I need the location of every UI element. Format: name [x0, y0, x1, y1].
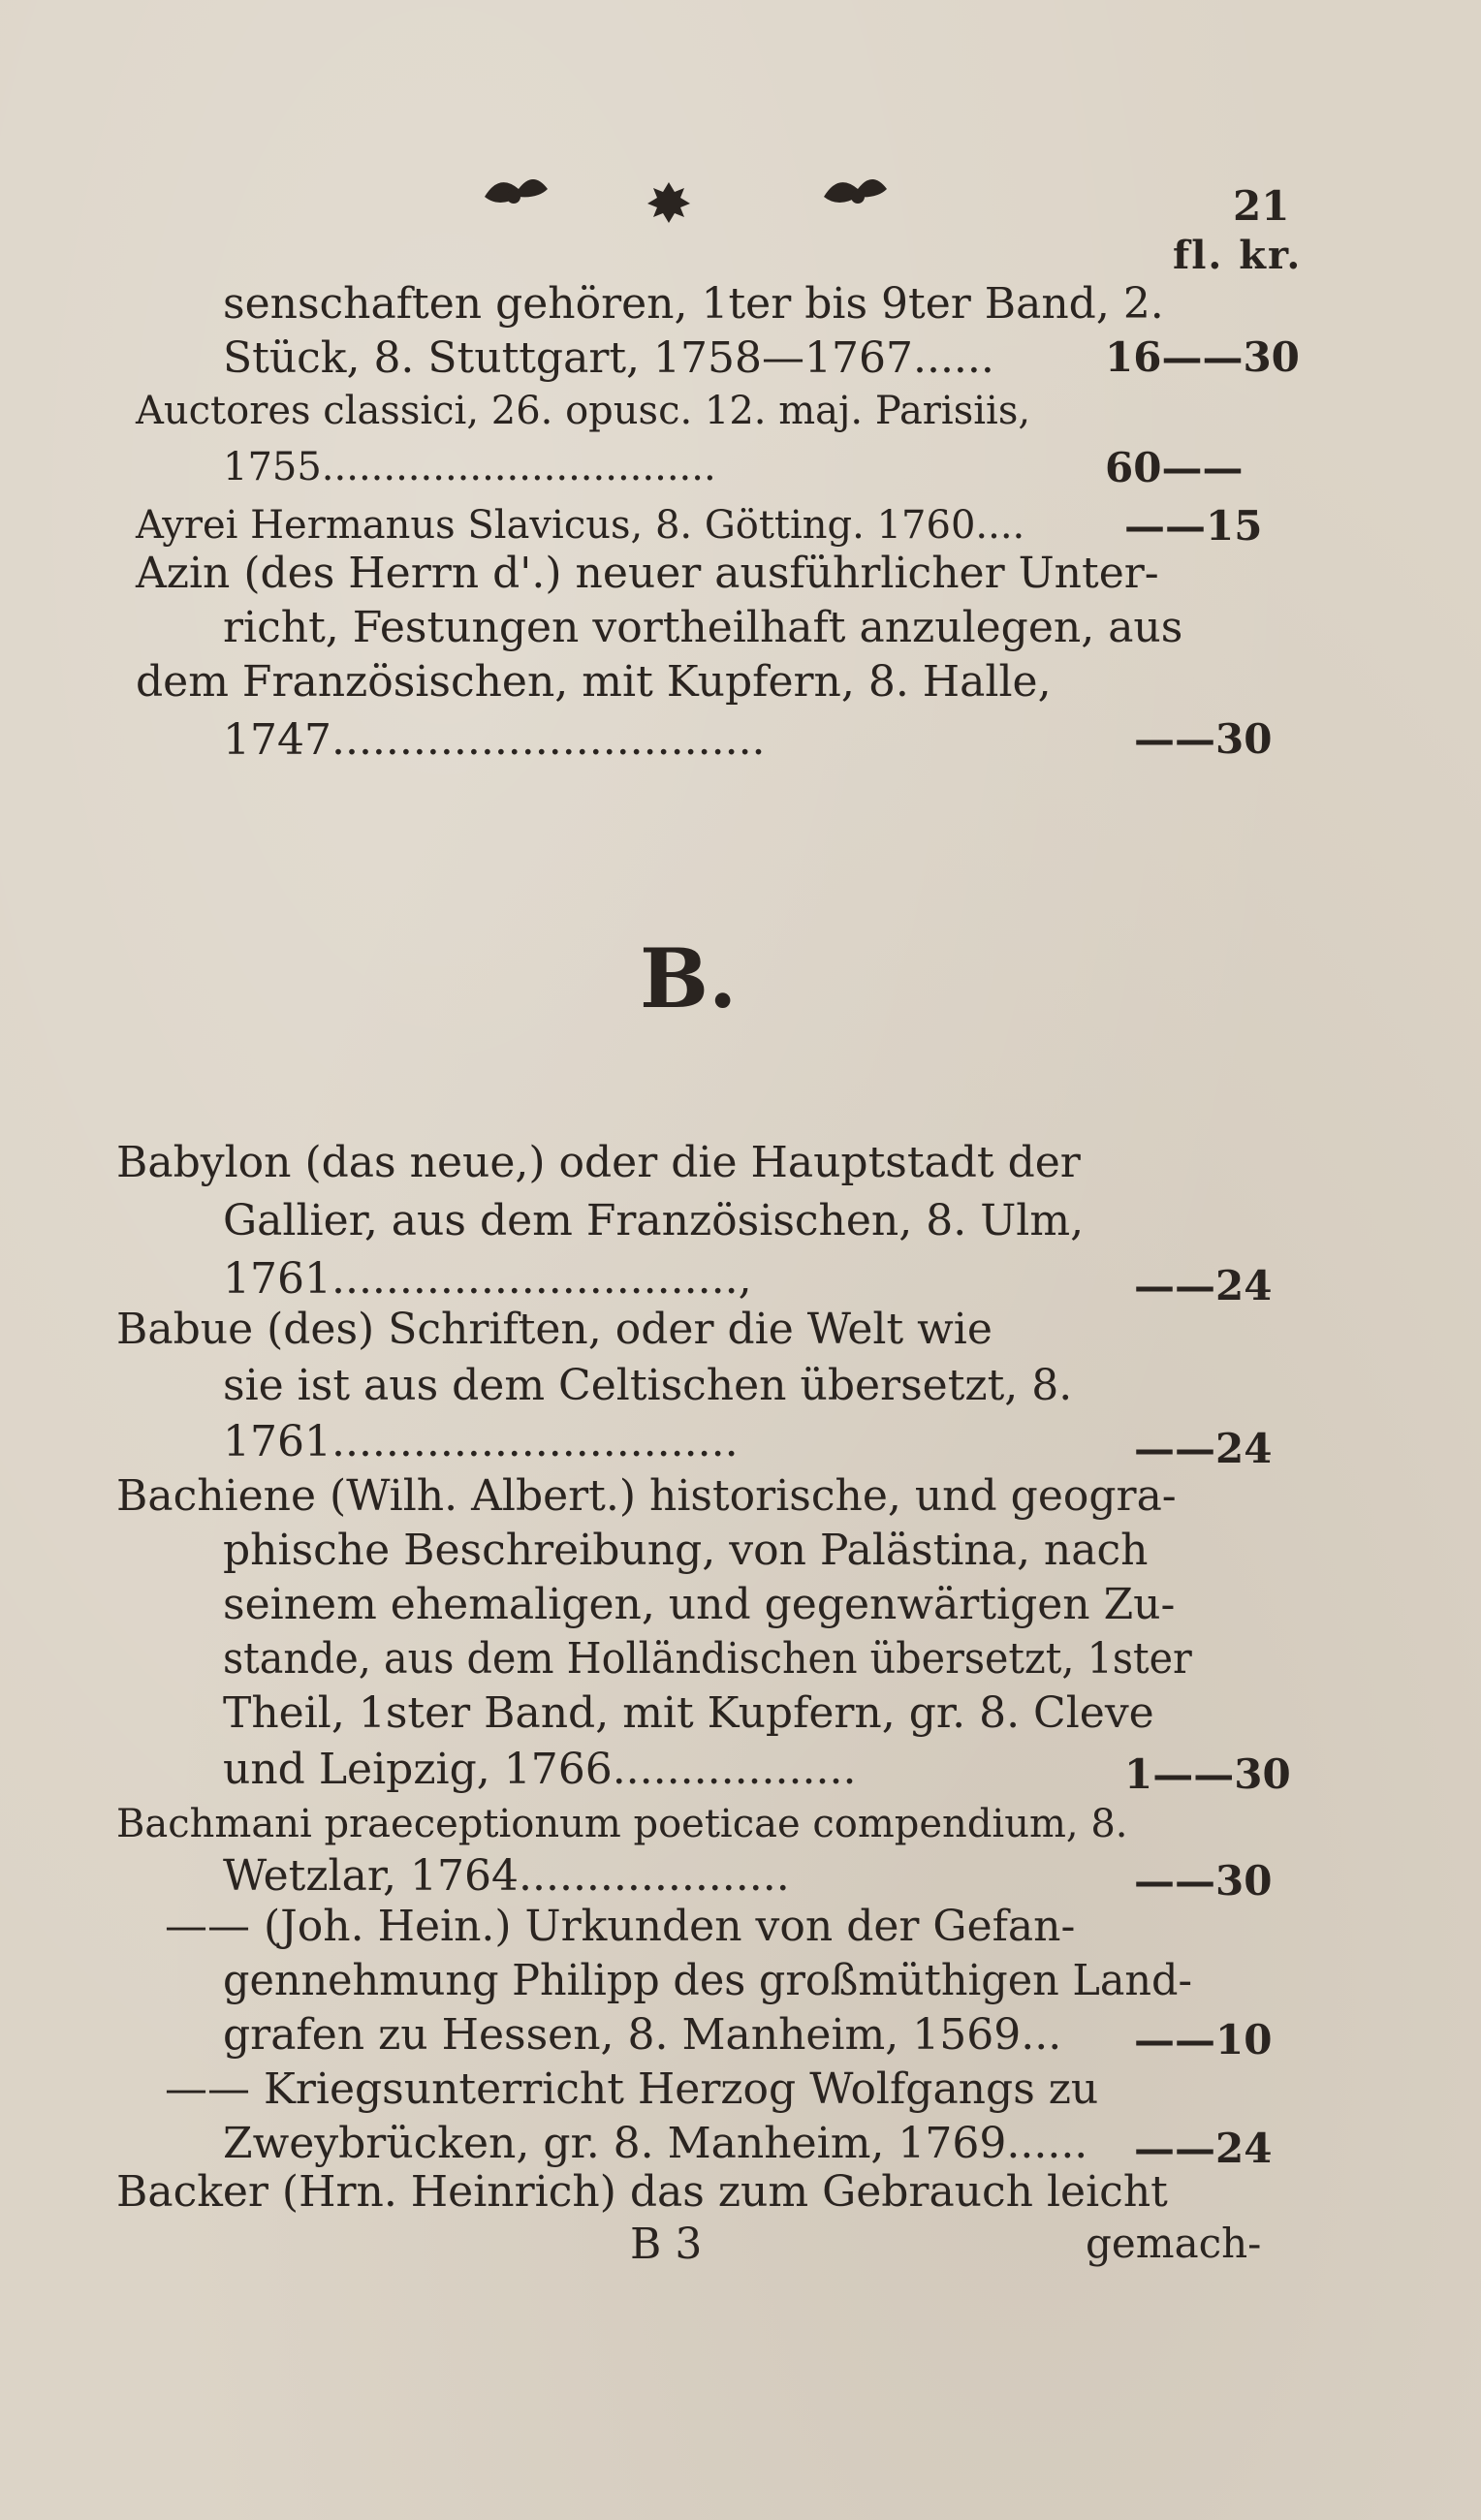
- entry-line: Backer (Hrn. Heinrich) das zum Gebrauch leicht: [116, 2167, 1168, 2217]
- entry-line: Ayrei Hermanus Slavicus, 8. Götting. 1760....: [136, 503, 1025, 548]
- entry-line: Azin (des Herrn d'.) neuer ausführlicher Unter-: [136, 549, 1159, 598]
- entry-line: 1747................................: [223, 715, 766, 765]
- entry-line: 1761..............................: [223, 1417, 739, 1466]
- entry-line: gennehmung Philipp des großmüthigen Land-: [223, 1956, 1193, 2005]
- entry-price: ——24: [1134, 1425, 1273, 1472]
- entry-line: Stück, 8. Stuttgart, 1758—1767......: [223, 333, 994, 383]
- catchword: gemach-: [1086, 2220, 1262, 2267]
- entry-line: Wetzlar, 1764....................: [223, 1851, 790, 1901]
- entry-line: 1761..............................,: [223, 1254, 752, 1304]
- entry-line: phische Beschreibung, von Palästina, nach: [223, 1526, 1149, 1575]
- signature-mark: B 3: [630, 2220, 703, 2269]
- entry-line: und Leipzig, 1766..................: [223, 1745, 857, 1794]
- entry-line: dem Französischen, mit Kupfern, 8. Halle,: [136, 657, 1052, 707]
- entry-line: seinem ehemaligen, und gegenwärtigen Zu-: [223, 1580, 1176, 1629]
- page-number: 21: [1233, 182, 1290, 230]
- entry-price: ——24: [1134, 2125, 1273, 2172]
- entry-line: richt, Festungen vortheilhaft anzulegen, aus: [223, 603, 1183, 652]
- entry-line: Zweybrücken, gr. 8. Manheim, 1769......: [223, 2119, 1088, 2168]
- entry-price: ——15: [1124, 502, 1263, 550]
- entry-line: sie ist aus dem Celtischen übersetzt, 8.: [223, 1361, 1073, 1410]
- entry-price: 1——30: [1124, 1750, 1291, 1798]
- entry-line: grafen zu Hessen, 8. Manheim, 1569...: [223, 2010, 1062, 2060]
- entry-line: Theil, 1ster Band, mit Kupfern, gr. 8. Cleve: [223, 1688, 1154, 1738]
- currency-header: fl. kr.: [1173, 233, 1303, 278]
- entry-line: Bachmani praeceptionum poeticae compendium, 8.: [116, 1802, 1128, 1846]
- entry-line: —— (Joh. Hein.) Urkunden von der Gefan-: [165, 1902, 1076, 1951]
- entry-price: 16——30: [1105, 333, 1300, 381]
- entry-price: ——10: [1134, 2016, 1273, 2063]
- entry-line: Bachiene (Wilh. Albert.) historische, und geogra-: [116, 1471, 1177, 1521]
- entry-price: ——30: [1134, 1857, 1273, 1905]
- entry-line: Babylon (das neue,) oder die Hauptstadt der: [116, 1138, 1081, 1187]
- decorative-ornament-row: [475, 163, 921, 231]
- entry-line: —— Kriegsunterricht Herzog Wolfgangs zu: [165, 2064, 1099, 2114]
- section-heading: B.: [640, 930, 738, 1026]
- entry-line: Babue (des) Schriften, oder die Welt wie: [116, 1305, 993, 1354]
- entry-price: 60——: [1105, 444, 1244, 491]
- entry-line: stande, aus dem Holländischen übersetzt, 1ster: [223, 1634, 1192, 1684]
- entry-price: ——30: [1134, 715, 1273, 763]
- entry-line: Gallier, aus dem Französischen, 8. Ulm,: [223, 1196, 1085, 1245]
- entry-price: ——24: [1134, 1262, 1273, 1309]
- entry-line: Auctores classici, 26. opusc. 12. maj. Parisiis,: [136, 389, 1031, 433]
- entry-line: senschaften gehören, 1ter bis 9ter Band, 2.: [223, 279, 1164, 329]
- entry-line: 1755................................: [223, 445, 716, 489]
